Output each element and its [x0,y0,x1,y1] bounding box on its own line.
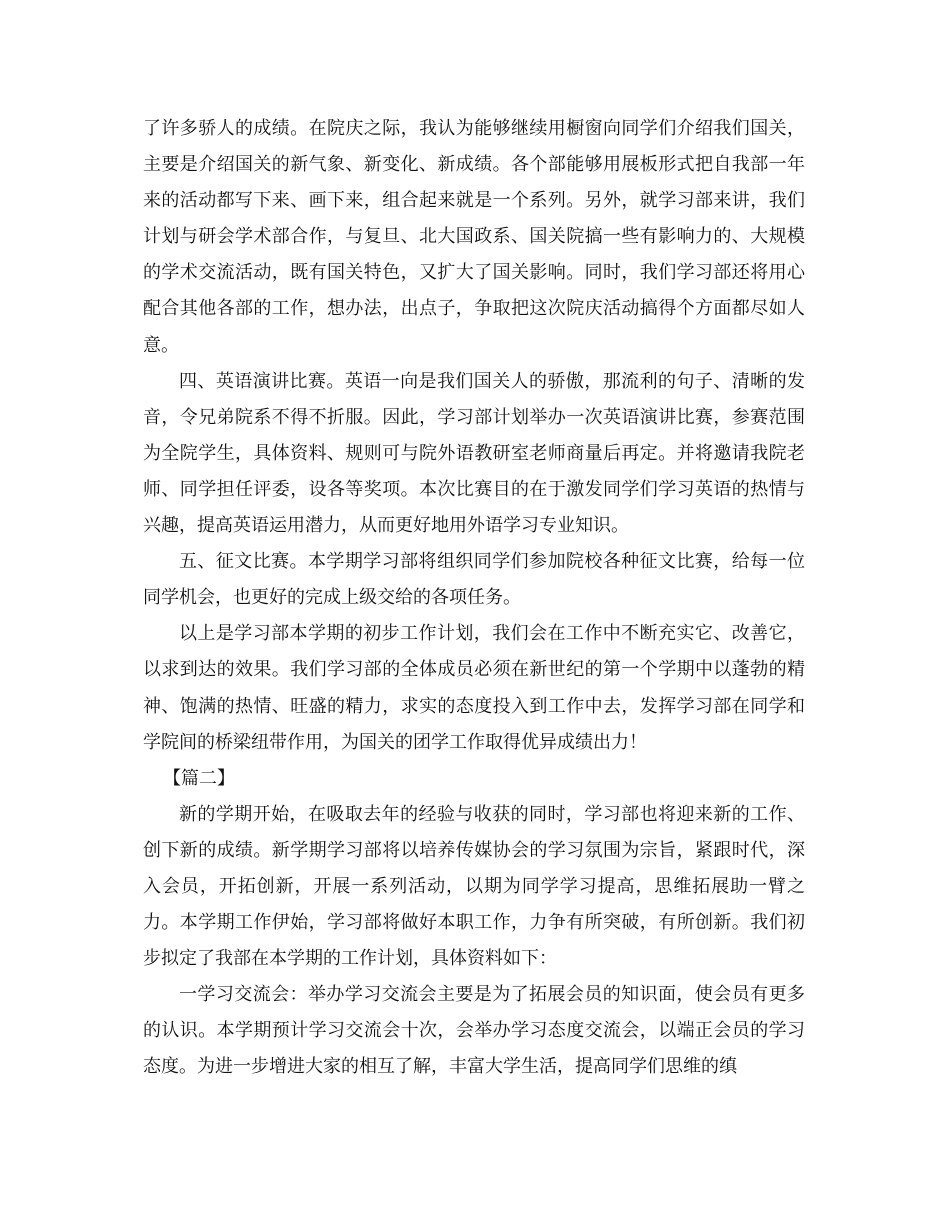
paragraph-new-semester-intro: 新的学期开始，在吸取去年的经验与收获的同时，学习部也将迎来新的工作、创下新的成绩。新学期学习部将以培养传媒协会的学习氛围为宗旨，紧跟时代，深入会员，开拓创新，开展一系列活动，以期为同学学习提高，思维拓展助一臂之力。本学期工作伊始，学习部将做好本职工作，力争有所突破，有所创新。我们初步拟定了我部在本学期的工作计划，具体资料如下： [143,803,805,970]
section-heading: 【篇二】 [163,767,235,789]
document-body [143,111,805,1086]
paragraph-english-speech-contest: 四、英语演讲比赛。英语一向是我们国关人的骄傲，那流利的句子、清晰的发音，令兄弟院系不得不折服。因此，学习部计划举办一次英语演讲比赛，参赛范围为全院学生，具体资料、规则可与院外语教研室老师商量后再定。并将邀请我院老师、同学担任评委，设各等奖项。本次比赛目的在于激发同学们学习英语的热情与兴趣，提高英语运用潜力，从而更好地用外语学习专业知识。 [143,370,805,537]
paragraph-essay-contest: 五、征文比赛。本学期学习部将组织同学们参加院校各种征文比赛，给每一位同学机会，也更好的完成上级交给的各项任务。 [143,551,805,609]
paragraph-conclusion: 以上是学习部本学期的初步工作计划，我们会在工作中不断充实它、改善它，以求到达的效果。我们学习部的全体成员必须在新世纪的第一个学期中以蓬勃的精神、饱满的热情、旺盛的精力，求实的态度投入到工作中去，发挥学习部在同学和学院间的桥梁纽带作用，为国关的团学工作取得优异成绩出力！ [143,623,805,753]
paragraph-anniversary-continued: 了许多骄人的成绩。在院庆之际，我认为能够继续用橱窗向同学们介绍我们国关，主要是介绍国关的新气象、新变化、新成绩。各个部能够用展板形式把自我部一年来的活动都写下来、画下来，组合起来就是一个系列。另外，就学习部来讲，我们计划与研会学术部合作，与复旦、北大国政系、国关院搞一些有影响力的、大规模的学术交流活动，既有国关特色，又扩大了国关影响。同时，我们学习部还将用心配合其他各部的工作，想办法，出点子，争取把这次院庆活动搞得个方面都尽如人意。 [143,118,805,356]
paragraph-study-exchange: 一学习交流会：举办学习交流会主要是为了拓展会员的知识面，使会员有更多的认识。本学期预计学习交流会十次，会举办学习态度交流会，以端正会员的学习态度。为进一步增进大家的相互了解，丰富大学生活，提高同学们思维的缜 [143,984,805,1078]
